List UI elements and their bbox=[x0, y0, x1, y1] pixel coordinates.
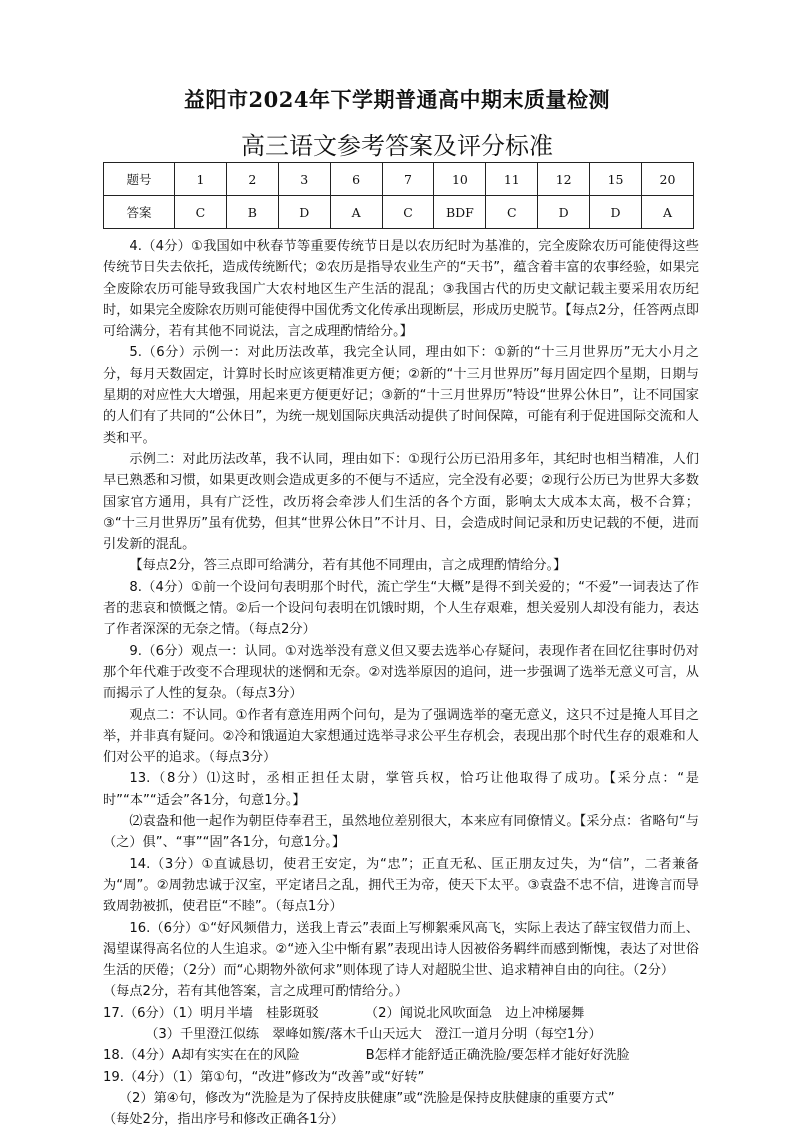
answer-q13-1: 13.（8分）⑴这时，丞相正担任太尉，掌管兵权，恰巧让他取得了成功。【采分点：“是时”“本”“适会”各1分，句意1分。】 bbox=[103, 771, 699, 808]
table-cell: 7 bbox=[382, 163, 434, 196]
table-row bbox=[104, 163, 694, 196]
answer-q16: 16.（6分）①“好风频借力，送我上青云”表面上写柳絮乘风高飞，实际上表达了薛宝钗借力而上、渴望谋得高名位的人生追求。②“迹入尘中惭有累”表现出诗人因被俗务羁绊而感到惭愧，表达了对世俗生活的厌倦；（2分）而“心期物外欲何求”则体现了诗人对超脱尘世、追求精神自由的向往。（2分） bbox=[103, 920, 699, 979]
answer-q5-example1: 5.（6分）示例一：对此历法改革，我完全认同，理由如下：①新的“十三月世界历”无大小月之分，每月天数固定，计算时长时应该更精准更方便；②新的“十三月世界历”每月固定四个星期，日期与星期的对应性大大增强，用起来更方便更好记；③新的“十三月世界历”特设“世界公休日”，让不同国家的人们有了共同的“公休日”，为统一规划国际庆典活动提供了时间保障，可能有利于促进国际交流和人类和平。 bbox=[103, 345, 699, 446]
answer-q17-line1: 17.（6分）（1）明月半墙 桂影斑驳 （2）闻说北风吹面急 边上冲梯屡舞 bbox=[103, 1005, 585, 1021]
table-cell: 12 bbox=[538, 163, 590, 196]
answer-table bbox=[103, 162, 694, 229]
table-cell: B bbox=[226, 196, 278, 229]
page-title: 益阳市2024年下学期普通高中期末质量检测 bbox=[184, 87, 610, 112]
answer-q5-example2: 示例二：对此历法改革，我不认同，理由如下：①现行公历已沿用多年，其纪时也相当精准，人们早已熟悉和习惯，如果更改则会造成更多的不便与不适应，完全没有必要；②现行公历已为世界大多数国家官方通用，具有广泛性，改历将会牵涉人们生活的各个方面，影响太大成本太高，极不合算；③“十三月世界历”虽有优势，但其“世界公休日”不计月、日，会造成时间记录和历史记载的不便，进而引发新的混乱。 bbox=[103, 451, 699, 553]
table-cell: 11 bbox=[486, 163, 538, 196]
table-cell: 15 bbox=[590, 163, 642, 196]
answer-q19-line1: 19.（4分）（1）第①句，“改进”修改为“改善”或“好转” bbox=[103, 1069, 425, 1085]
answer-explanations bbox=[103, 236, 699, 1130]
answer-q16-scoring: （每点2分，若有其他答案，言之成理可酌情给分。） bbox=[103, 984, 409, 1000]
answer-q19-scoring: （每处2分，指出序号和修改正确各1分） bbox=[103, 1112, 344, 1128]
answer-q8: 8.（4分）①前一个设问句表明那个时代，流亡学生“大概”是得不到关爱的；“不爱”一词表达了作者的悲哀和愤慨之情。②后一个设问句表明在饥饿时期，个人生存艰难，想关爱别人却没有能力，表达了作者深深的无奈之情。（每点2分） bbox=[103, 579, 699, 638]
answer-q4: 4.（4分）①我国如中秋春节等重要传统节日是以农历纪时为基准的，完全废除农历可能使得这些传统节日失去依托，造成传统断代；②农历是指导农业生产的“天书”，蕴含着丰富的农事经验，如果完全废除农历可能导致我国广大农村地区生产生活的混乱；③我国古代的历史文献记载主要采用农历纪时，如果完全废除农历则可能使得中国优秀文化传承出现断层，形成历史脱节。【每点2分，任答两点即可给满分，若有其他不同说法，言之成理酌情给分。】 bbox=[103, 239, 699, 340]
answer-q14: 14.（3分）①直诚恳切，使君王安定，为“忠”；正直无私、匡正朋友过失，为“信”，二者兼备为“周”。②周勃忠诚于汉室，平定诸吕之乱，拥代王为帝，使天下太平。③袁盎不忠不信，进谗言而导致周勃被抓，使君臣“不睦”。（每点1分） bbox=[103, 856, 699, 915]
answer-q18: 18.（4分）A却有实实在在的风险 B怎样才能舒适正确洗脸/要怎样才能好好洗脸 bbox=[103, 1048, 630, 1064]
table-cell-header: 答案 bbox=[104, 196, 175, 229]
table-cell: D bbox=[278, 196, 330, 229]
table-cell: D bbox=[590, 196, 642, 229]
table-cell: C bbox=[175, 196, 227, 229]
answer-q9-view1: 9.（6分）观点一：认同。①对选举没有意义但又要去选举心存疑问，表现作者在回忆往事时仍对那个年代难于改变不合理现状的迷惘和无奈。②对选举原因的追问，进一步强调了选举无意义可言，从而揭示了人性的复杂。（每点3分） bbox=[103, 643, 699, 702]
table-cell: D bbox=[538, 196, 590, 229]
table-cell: 20 bbox=[642, 163, 694, 196]
table-cell: 3 bbox=[278, 163, 330, 196]
table-cell: A bbox=[330, 196, 382, 229]
table-cell: BDF bbox=[434, 196, 486, 229]
table-cell: C bbox=[382, 196, 434, 229]
table-cell: 10 bbox=[434, 163, 486, 196]
table-row bbox=[104, 196, 694, 229]
answer-q17-line2: （3）千里澄江似练 翠峰如簇/落木千山天远大 澄江一道月分明（每空1分） bbox=[145, 1026, 602, 1042]
table-cell: 1 bbox=[175, 163, 227, 196]
answer-q19-line2: （2）第④句，修改为“洗脸是为了保持皮肤健康”或“洗脸是保持皮肤健康的重要方式” bbox=[118, 1090, 615, 1106]
table-cell-header: 题号 bbox=[104, 163, 175, 196]
answer-q5-scoring: 【每点2分，答三点即可给满分，若有其他不同理由，言之成理酌情给分。】 bbox=[129, 558, 567, 574]
page-subtitle: 高三语文参考答案及评分标准 bbox=[241, 132, 553, 160]
table-cell: A bbox=[642, 196, 694, 229]
answer-q9-view2: 观点二：不认同。①作者有意连用两个问句，是为了强调选举的毫无意义，这只不过是掩人耳目之举，并非真有疑问。②冷和饿逼迫大家想通过选举寻求公平生存机会，表现出那个时代生存的艰难和人们对公平的追求。（每点3分） bbox=[103, 707, 699, 766]
table-cell: 6 bbox=[330, 163, 382, 196]
table-cell: C bbox=[486, 196, 538, 229]
table-cell: 2 bbox=[226, 163, 278, 196]
answer-q13-2: ⑵袁盎和他一起作为朝臣侍奉君王，虽然地位差别很大，本来应有同僚情义。【采分点：省略句“与（之）俱”、“事”“固”各1分，句意1分。】 bbox=[103, 814, 699, 851]
